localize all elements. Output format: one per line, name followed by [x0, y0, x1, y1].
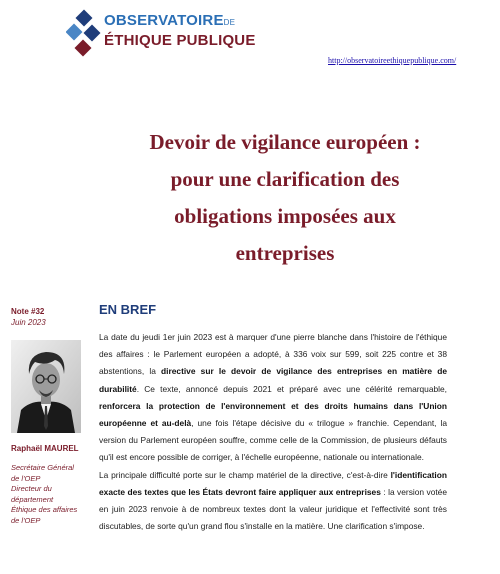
logo-line-1: OBSERVATOIREDE: [104, 12, 236, 29]
title-line: obligations imposées aux: [174, 204, 396, 228]
author-role-line: Secrétaire Général: [11, 463, 74, 472]
para-text: : la version votée en juin 2023 renvoie à de nombreux textes dont la valeur juridique et l'effectivité sont très discutables, de sorte qu'un grand flou s'installe en la matière. Une clarification s'impose.: [99, 486, 447, 532]
website-link[interactable]: http://observatoireethiquepublique.com/: [328, 56, 457, 65]
author-role-line: de l'OEP: [11, 515, 41, 525]
logo-line-2: ÉTHIQUE PUBLIQUE: [104, 32, 256, 49]
para-text: La date du jeudi 1er juin 2023 est à marquer d'une pierre blanche dans l'histoire de l'éthique des affaires : le Parlement européen a adopté, à 336 voix sur 599, soit 225 contre et 38 abstentions, la: [99, 332, 447, 377]
summary-body: [99, 329, 447, 535]
para-text: , une fois l'étape décisive du « trilogue » franchie. Cependant, la version du Parlement européen souffre, comme celle de la Commission, de plusieurs défauts qu'il est encore possible de corriger, à l'échelle européenne, nationale ou internationale.: [99, 418, 448, 463]
author-role-line: département: [11, 494, 54, 504]
author-name: Raphaël MAUREL: [11, 444, 79, 453]
note-date: Juin 2023: [11, 318, 46, 327]
document-title: [120, 124, 450, 272]
title-line: pour une clarification des: [170, 167, 400, 191]
author-role-line: de l'OEP: [11, 473, 41, 483]
summary-paragraph: [99, 467, 447, 536]
logo-diamond-mark: [66, 10, 100, 57]
title-line: Devoir de vigilance européen :: [149, 130, 421, 154]
author-role: [11, 463, 89, 527]
note-number: Note #32: [11, 307, 45, 316]
logo-wordmark: [104, 12, 256, 50]
para-emphasis: l'identification exacte des textes que les États devront faire appliquer aux entreprises: [99, 469, 447, 497]
logo-line-1-suffix: DE: [223, 18, 236, 27]
title-line: entreprises: [235, 241, 335, 265]
author-role-line: Éthique des affaires: [11, 505, 78, 515]
para-text: La principale difficulté porte sur le champ matériel de la directive, c'est-à-dire: [99, 469, 391, 480]
para-emphasis: directive sur le devoir de vigilance des entreprises en matière de durabilité: [99, 366, 447, 394]
author-role-line: Directeur du: [11, 484, 52, 494]
para-text: . Ce texte, annoncé depuis 2021 et préparé avec une célérité remarquable,: [136, 383, 447, 394]
author-photo: [11, 340, 81, 433]
summary-paragraph: [99, 329, 447, 467]
section-heading: EN BREF: [99, 302, 157, 317]
para-emphasis: renforcera la protection de l'environnement et des droits humains dans l'Union européenne et au-delà: [99, 400, 447, 429]
